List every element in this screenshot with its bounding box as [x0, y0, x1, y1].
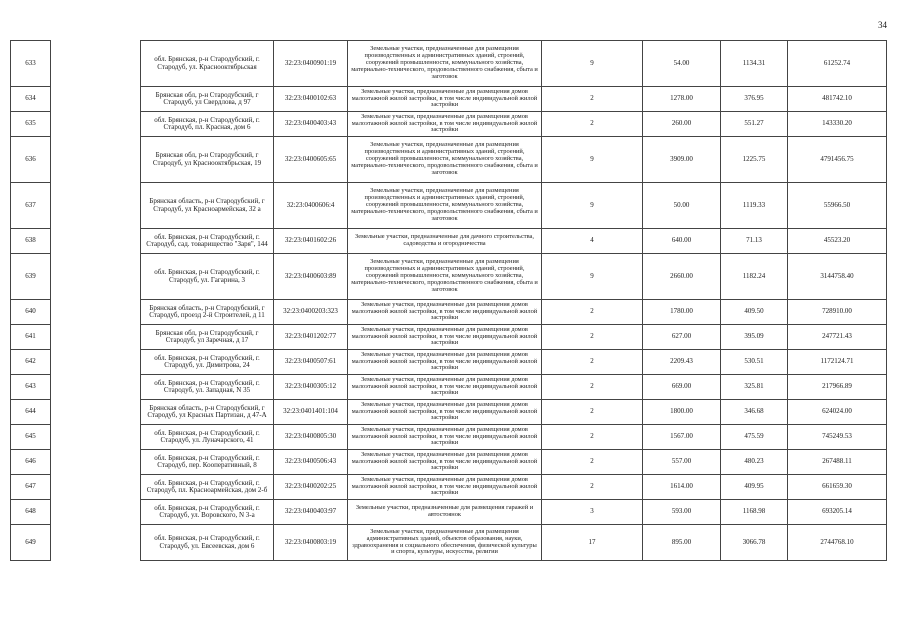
table-row	[11, 500, 887, 525]
use-group-cell: 2	[542, 300, 643, 325]
table-row	[11, 229, 887, 254]
row-number-cell: 642	[11, 350, 51, 375]
specific-value-cell: 475.59	[721, 425, 788, 450]
blank-cell	[51, 400, 141, 425]
row-number-cell: 644	[11, 400, 51, 425]
cadastral-number-cell: 32:23:0400603:89	[274, 254, 348, 300]
row-number-cell: 641	[11, 325, 51, 350]
address-cell: обл. Брянская, р-н Стародубский, г. Стародуб, пер. Кооперативный, 8	[141, 450, 274, 475]
area-cell: 260.00	[643, 112, 721, 137]
cadastral-number-cell: 32:23:0401602:26	[274, 229, 348, 254]
table-row	[11, 450, 887, 475]
address-cell: обл. Брянская, р-н Стародубский, г. Стародуб, пл. Красная, дом 6	[141, 112, 274, 137]
land-use-cell: Земельные участки, предназначенные для размещения домов малоэтажной жилой застройки, в том числе индивидуальной жилой застройки	[348, 325, 542, 350]
row-number-cell: 640	[11, 300, 51, 325]
specific-value-cell: 1182.24	[721, 254, 788, 300]
area-cell: 640.00	[643, 229, 721, 254]
address-cell: Брянская область, р-н Стародубский, г Стародуб, ул Красных Партизан, д 47-А	[141, 400, 274, 425]
area-cell: 1278.00	[643, 87, 721, 112]
area-cell: 1800.00	[643, 400, 721, 425]
table-row	[11, 425, 887, 450]
row-number-cell: 646	[11, 450, 51, 475]
land-use-cell: Земельные участки, предназначенные для размещения домов малоэтажной жилой застройки, в том числе индивидуальной жилой застройки	[348, 475, 542, 500]
use-group-cell: 3	[542, 500, 643, 525]
specific-value-cell: 409.95	[721, 475, 788, 500]
cadastral-value-cell: 481742.10	[788, 87, 887, 112]
row-number-cell: 636	[11, 137, 51, 183]
land-use-cell: Земельные участки, предназначенные для размещения гаражей и автостоянок	[348, 500, 542, 525]
table-row	[11, 475, 887, 500]
table-row	[11, 525, 887, 561]
address-cell: обл. Брянская, р-н Стародубский, г. Стародуб, ул. Воровского, N 3-а	[141, 500, 274, 525]
address-cell: обл. Брянская, р-н Стародубский, г. Стародуб, ул. Евсеевская, дом 6	[141, 525, 274, 561]
cadastral-value-cell: 55966.50	[788, 183, 887, 229]
specific-value-cell: 409.50	[721, 300, 788, 325]
land-use-cell: Земельные участки, предназначенные для размещения производственных и административных зданий, строений, сооружений промышленности, коммунального хозяйства, материально-технического, продовольственного снабжения, сбыта и заготовок	[348, 183, 542, 229]
blank-cell	[51, 450, 141, 475]
land-registry-table	[10, 40, 887, 561]
cadastral-number-cell: 32:23:0400901:19	[274, 41, 348, 87]
cadastral-value-cell: 45523.20	[788, 229, 887, 254]
blank-cell	[51, 375, 141, 400]
cadastral-value-cell: 4791456.75	[788, 137, 887, 183]
cadastral-value-cell: 61252.74	[788, 41, 887, 87]
use-group-cell: 2	[542, 325, 643, 350]
cadastral-value-cell: 267488.11	[788, 450, 887, 475]
cadastral-value-cell: 661659.30	[788, 475, 887, 500]
table-body	[11, 41, 887, 561]
address-cell: обл. Брянская, р-н Стародубский, г. Стародуб, сад. товарищество "Заря", 144	[141, 229, 274, 254]
specific-value-cell: 3066.78	[721, 525, 788, 561]
area-cell: 2209.43	[643, 350, 721, 375]
specific-value-cell: 71.13	[721, 229, 788, 254]
cadastral-value-cell: 143330.20	[788, 112, 887, 137]
row-number-cell: 645	[11, 425, 51, 450]
row-number-cell: 643	[11, 375, 51, 400]
blank-cell	[51, 500, 141, 525]
blank-cell	[51, 87, 141, 112]
cadastral-value-cell: 3144758.40	[788, 254, 887, 300]
cadastral-number-cell: 32:23:0400102:63	[274, 87, 348, 112]
row-number-cell: 633	[11, 41, 51, 87]
cadastral-number-cell: 32:23:0400803:19	[274, 525, 348, 561]
specific-value-cell: 346.68	[721, 400, 788, 425]
use-group-cell: 2	[542, 375, 643, 400]
page-number: 34	[878, 20, 887, 30]
cadastral-number-cell: 32:23:0400506:43	[274, 450, 348, 475]
use-group-cell: 2	[542, 450, 643, 475]
address-cell: Брянская обл, р-н Стародубский, г Стародуб, ул Свердлова, д 97	[141, 87, 274, 112]
address-cell: Брянская обл, р-н Стародубский, г Стародуб, ул Заречная, д 17	[141, 325, 274, 350]
cadastral-value-cell: 217966.89	[788, 375, 887, 400]
specific-value-cell: 1168.98	[721, 500, 788, 525]
area-cell: 669.00	[643, 375, 721, 400]
blank-cell	[51, 183, 141, 229]
use-group-cell: 9	[542, 137, 643, 183]
blank-cell	[51, 229, 141, 254]
land-use-cell: Земельные участки, предназначенные для размещения административных зданий, объектов образования, науки, здравоохранения и социального обеспечения, физической культуры и спорта, культуры, искусства, религии	[348, 525, 542, 561]
use-group-cell: 17	[542, 525, 643, 561]
table-row	[11, 375, 887, 400]
land-use-cell: Земельные участки, предназначенные для размещения домов малоэтажной жилой застройки, в том числе индивидуальной жилой застройки	[348, 350, 542, 375]
area-cell: 557.00	[643, 450, 721, 475]
use-group-cell: 4	[542, 229, 643, 254]
area-cell: 54.00	[643, 41, 721, 87]
table-row	[11, 254, 887, 300]
cadastral-number-cell: 32:23:0400507:61	[274, 350, 348, 375]
cadastral-number-cell: 32:23:0400305:12	[274, 375, 348, 400]
specific-value-cell: 1119.33	[721, 183, 788, 229]
cadastral-number-cell: 32:23:0400605:65	[274, 137, 348, 183]
blank-cell	[51, 254, 141, 300]
blank-cell	[51, 325, 141, 350]
address-cell: обл. Брянская, р-н Стародубский, г. Стародуб, пл. Красноармейская, дом 2-б	[141, 475, 274, 500]
land-use-cell: Земельные участки, предназначенные для размещения домов малоэтажной жилой застройки, в том числе индивидуальной жилой застройки	[348, 450, 542, 475]
cadastral-value-cell: 2744768.10	[788, 525, 887, 561]
land-use-cell: Земельные участки, предназначенные для размещения домов малоэтажной жилой застройки, в том числе индивидуальной жилой застройки	[348, 87, 542, 112]
use-group-cell: 2	[542, 475, 643, 500]
blank-cell	[51, 137, 141, 183]
row-number-cell: 639	[11, 254, 51, 300]
area-cell: 1780.00	[643, 300, 721, 325]
table-row	[11, 87, 887, 112]
row-number-cell: 637	[11, 183, 51, 229]
blank-cell	[51, 300, 141, 325]
blank-cell	[51, 41, 141, 87]
row-number-cell: 648	[11, 500, 51, 525]
address-cell: Брянская обл, р-н Стародубский, г Стародуб, ул Краснооктябрьская, 19	[141, 137, 274, 183]
cadastral-value-cell: 1172124.71	[788, 350, 887, 375]
row-number-cell: 634	[11, 87, 51, 112]
address-cell: обл. Брянская, р-н Стародубский, г. Стародуб, ул. Западная, N 35	[141, 375, 274, 400]
specific-value-cell: 325.81	[721, 375, 788, 400]
blank-cell	[51, 350, 141, 375]
address-cell: обл. Брянская, р-н Стародубский, г. Стародуб, ул. Димитрова, 24	[141, 350, 274, 375]
use-group-cell: 9	[542, 41, 643, 87]
specific-value-cell: 1225.75	[721, 137, 788, 183]
cadastral-number-cell: 32:23:0400403:97	[274, 500, 348, 525]
specific-value-cell: 376.95	[721, 87, 788, 112]
row-number-cell: 638	[11, 229, 51, 254]
row-number-cell: 635	[11, 112, 51, 137]
use-group-cell: 2	[542, 112, 643, 137]
row-number-cell: 649	[11, 525, 51, 561]
blank-cell	[51, 112, 141, 137]
land-use-cell: Земельные участки, предназначенные для размещения производственных и административных зданий, строений, сооружений промышленности, коммунального хозяйства, материально-технического, продовольственного снабжения, сбыта и заготовок	[348, 254, 542, 300]
table-row	[11, 183, 887, 229]
address-cell: обл. Брянская, р-н Стародубский, г. Стародуб, ул. Гагарина, 3	[141, 254, 274, 300]
area-cell: 627.00	[643, 325, 721, 350]
specific-value-cell: 530.51	[721, 350, 788, 375]
area-cell: 895.00	[643, 525, 721, 561]
use-group-cell: 2	[542, 350, 643, 375]
row-number-cell: 647	[11, 475, 51, 500]
blank-cell	[51, 475, 141, 500]
use-group-cell: 9	[542, 183, 643, 229]
specific-value-cell: 395.09	[721, 325, 788, 350]
use-group-cell: 2	[542, 400, 643, 425]
area-cell: 3909.00	[643, 137, 721, 183]
table-row	[11, 300, 887, 325]
land-use-cell: Земельные участки, предназначенные для размещения производственных и административных зданий, строений, сооружений промышленности, коммунального хозяйства, материально-технического, продовольственного снабжения, сбыта и заготовок	[348, 41, 542, 87]
blank-cell	[51, 525, 141, 561]
land-use-cell: Земельные участки, предназначенные для размещения домов малоэтажной жилой застройки, в том числе индивидуальной жилой застройки	[348, 300, 542, 325]
table-row	[11, 112, 887, 137]
table-row	[11, 325, 887, 350]
cadastral-number-cell: 32:23:0401202:77	[274, 325, 348, 350]
cadastral-number-cell: 32:23:0400403:43	[274, 112, 348, 137]
table-row	[11, 400, 887, 425]
table-row	[11, 137, 887, 183]
address-cell: обл. Брянская, р-н Стародубский, г. Стародуб, ул. Луначарского, 41	[141, 425, 274, 450]
area-cell: 1567.00	[643, 425, 721, 450]
address-cell: обл. Брянская, р-н Стародубский, г. Стародуб, ул. Краснооктябрьская	[141, 41, 274, 87]
land-use-cell: Земельные участки, предназначенные для размещения производственных и административных зданий, строений, сооружений промышленности, коммунального хозяйства, материально-технического, продовольственного снабжения, сбыта и заготовок	[348, 137, 542, 183]
land-use-cell: Земельные участки, предназначенные для размещения домов малоэтажной жилой застройки, в том числе индивидуальной жилой застройки	[348, 375, 542, 400]
blank-cell	[51, 425, 141, 450]
area-cell: 2660.00	[643, 254, 721, 300]
cadastral-number-cell: 32:23:0400805:30	[274, 425, 348, 450]
cadastral-number-cell: 32:23:0401401:104	[274, 400, 348, 425]
cadastral-value-cell: 728910.00	[788, 300, 887, 325]
cadastral-value-cell: 693205.14	[788, 500, 887, 525]
cadastral-number-cell: 32:23:0400203:323	[274, 300, 348, 325]
use-group-cell: 2	[542, 425, 643, 450]
table-row	[11, 41, 887, 87]
cadastral-number-cell: 32:23:0400606:4	[274, 183, 348, 229]
address-cell: Брянская область, р-н Стародубский, г Стародуб, ул Красноармейская, 32 а	[141, 183, 274, 229]
specific-value-cell: 551.27	[721, 112, 788, 137]
land-use-cell: Земельные участки, предназначенные для размещения домов малоэтажной жилой застройки, в том числе индивидуальной жилой застройки	[348, 425, 542, 450]
land-use-cell: Земельные участки, предназначенные для размещения домов малоэтажной жилой застройки, в том числе индивидуальной жилой застройки	[348, 112, 542, 137]
specific-value-cell: 480.23	[721, 450, 788, 475]
area-cell: 50.00	[643, 183, 721, 229]
use-group-cell: 2	[542, 87, 643, 112]
cadastral-value-cell: 247721.43	[788, 325, 887, 350]
cadastral-number-cell: 32:23:0400202:25	[274, 475, 348, 500]
land-use-cell: Земельные участки, предназначенные для размещения домов малоэтажной жилой застройки, в том числе индивидуальной жилой застройки	[348, 400, 542, 425]
area-cell: 593.00	[643, 500, 721, 525]
cadastral-value-cell: 745249.53	[788, 425, 887, 450]
table-row	[11, 350, 887, 375]
cadastral-value-cell: 624024.00	[788, 400, 887, 425]
specific-value-cell: 1134.31	[721, 41, 788, 87]
area-cell: 1614.00	[643, 475, 721, 500]
land-use-cell: Земельные участки, предназначенные для дачного строительства, садоводства и огородничества	[348, 229, 542, 254]
use-group-cell: 9	[542, 254, 643, 300]
address-cell: Брянская область, р-н Стародубский, г Стародуб, проезд 2-й Строителей, д 11	[141, 300, 274, 325]
